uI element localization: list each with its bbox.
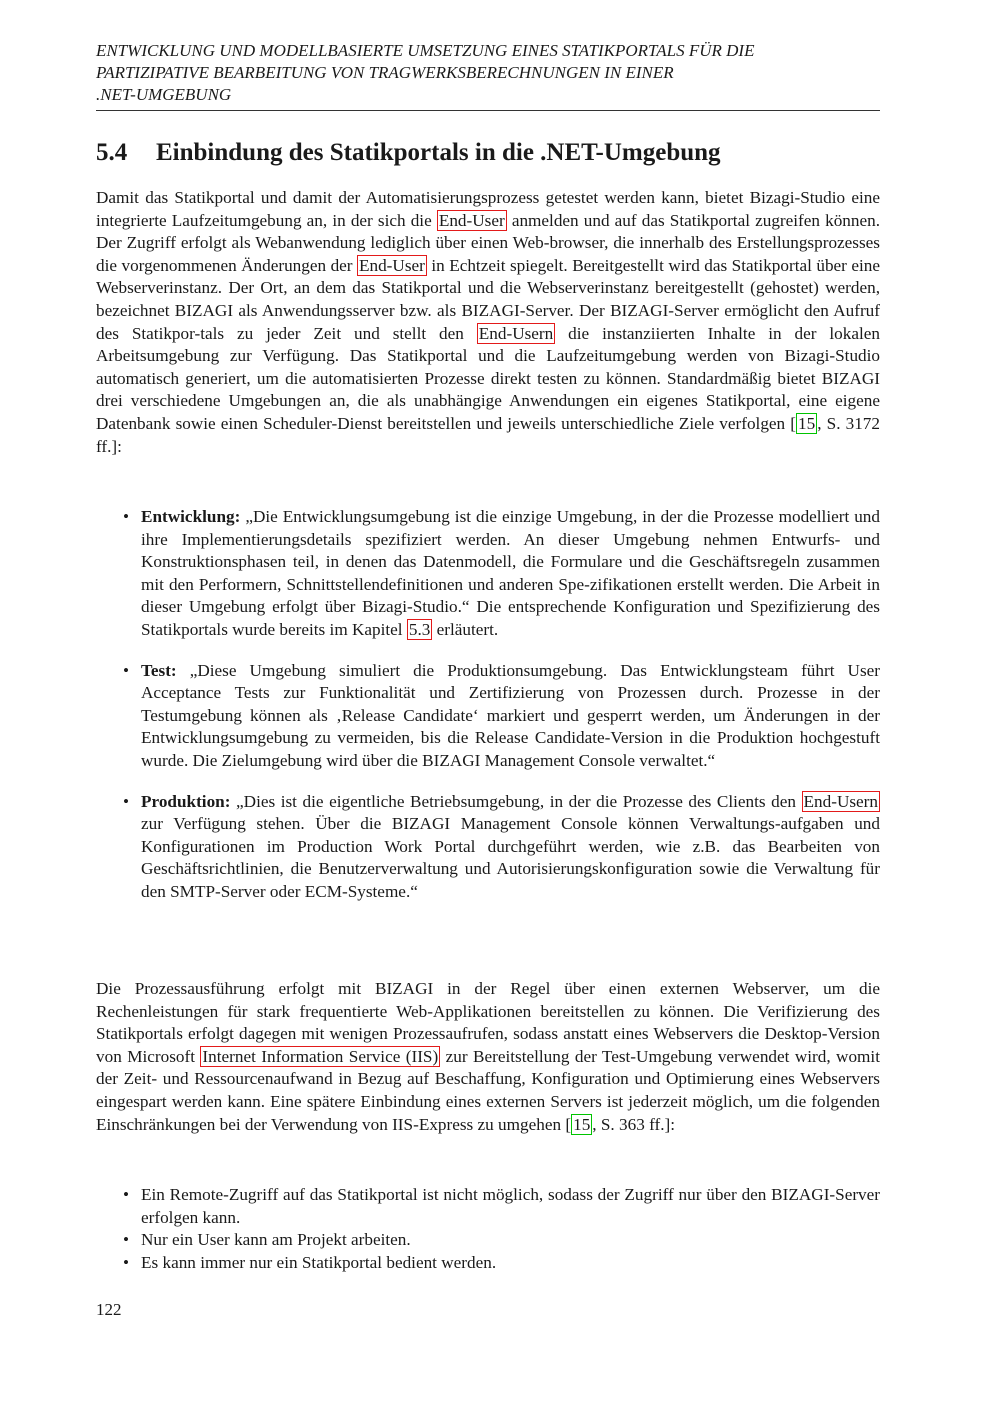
bullet: • <box>123 1185 130 1204</box>
citation-link[interactable]: 15 <box>798 413 816 433</box>
list-item <box>96 1229 880 1252</box>
text-run: zur Verfügung stehen. Über die BIZAGI Management Console können Verwaltungs-aufgaben und Konfigurationen im Production Work Portal durchgeführt werden, wie z.B. das Bearbeiten von Geschäftsrichtlinien, die Benutzerverwaltung und Autorisierungskonfiguration sowie die Verwaltung für den SMTP-Server oder ECM-Systeme.“ <box>141 814 880 901</box>
glossary-link-end-user[interactable]: End-User <box>359 255 425 275</box>
text-run: zur Bereitstellung der Test-Umgebung verwendet wird, womit der Zeit- und Ressourcenaufwand in Bezug auf Beschaffung, Konfiguration und Optimierung eines Webservers eingespart werden kann. Eine spätere Einbindung eines externen Servers ist jederzeit möglich, um die folgenden Einschränkungen bei der Verwendung von IIS-Express zu umgehen <box>96 1046 880 1134</box>
bullet: • <box>123 791 130 811</box>
page-number: 122 <box>96 1300 122 1319</box>
glossary-link-end-user[interactable]: End-User <box>438 210 505 230</box>
bullet: • <box>123 660 130 680</box>
text-run: Damit das Statikportal und damit der Automatisierungsprozess getestet werden kann, bietet Bizagi-Studio eine integrierte Laufzeitumgebung an, in der sich die <box>96 188 880 230</box>
list-term: Test: <box>141 660 177 680</box>
environment-list <box>96 506 880 922</box>
paragraph-intro <box>96 187 880 458</box>
text-run: erläutert. <box>432 619 499 639</box>
glossary-link-end-usern[interactable]: End-Usern <box>478 323 554 343</box>
citation-bracket: [ <box>790 413 797 433</box>
text-run: „Dies ist die eigentliche Betriebsumgebung, in der die Prozesse des Clients den <box>230 791 802 811</box>
text-run: „Diese Umgebung simuliert die Produktionsumgebung. Das Entwicklungsteam führt User Acceptance Tests zur Funktionalität und Zertifizierung von Prozessen durch. Prozesse in der Testumgebung können als ‚Release Candidate‘ markiert und gesperrt werden, um Änderungen in der Entwicklungsumgebung zu vermeiden, bis die Release Candidate-Version in die Produktion hochgestuft wurde. Die Zielumgebung wird über die BIZAGI Management Console verwaltet.“ <box>141 660 880 770</box>
section-heading <box>96 138 880 168</box>
bullet: • <box>123 507 130 526</box>
section-number: 5.4 <box>96 139 128 166</box>
list-item-text: Ein Remote-Zugriff auf das Statikportal ist nicht möglich, sodass der Zugriff nur über den BIZAGI-Server erfolgen kann. <box>141 1185 880 1227</box>
citation-bracket: [ <box>565 1114 572 1134</box>
list-term: Produktion: <box>141 791 231 811</box>
list-item-text: Es kann immer nur ein Statikportal bedient werden. <box>141 1252 497 1272</box>
list-item <box>96 1184 880 1229</box>
citation-link[interactable]: 15 <box>573 1114 591 1134</box>
restrictions-list <box>96 1184 880 1274</box>
list-item-produktion <box>96 791 880 904</box>
glossary-link-end-usern[interactable]: End-Usern <box>803 791 878 811</box>
section-title: Einbindung des Statikportals in die .NET-Umgebung <box>156 139 721 166</box>
text-run: in Echtzeit spiegelt. Bereitgestellt wird das Statikportal über eine Webserverinstanz. Der Ort, an dem das Statikportal und die Webserverinstanz bereitgestellt (gehostet) werden, bezeichnet BIZAGI als Anwendungsserver bzw. als BIZAGI-Server. Der BIZAGI-Server ermöglicht den Aufruf des Statikpor-tals zu jeder Zeit und stellt den <box>96 255 880 343</box>
text-run: Die Prozessausführung erfolgt mit BIZAGI in der Regel über einen externen Webserver, um die Rechenleistungen für stark frequentierte Web-Applikationen bereitstellen zu können. Die Verifizierung des Statikportals erfolgt dagegen mit wenigen Prozessaufrufen, sodass anstatt eines Webservers die Desktop-Version von Microsoft <box>96 979 880 1066</box>
text-run: „Die Entwicklungsumgebung ist die einzige Umgebung, in der die Prozesse modelliert und ihre Implementierungsdetails spezifiziert werden. An dieser Umgebung nehmen Entwurfs- und Konstruktionsphasen teil, in denen das Datenmodell, die Formulare und die Geschäftsregeln zusammen mit den Performern, Schnittstellendefinitionen und anderen Spe-zifikationen erstellt werden. Die Arbeit in dieser Umgebung erfolgt über Bizagi-Studio.“ Die entsprechende Konfiguration und Spezifizierung des Statikportals wurde bereits im Kapitel <box>141 507 880 639</box>
citation-suffix: , S. 3172 ff.]: <box>96 413 880 456</box>
glossary-link-iis[interactable]: Internet Information Service (IIS) <box>202 1046 439 1066</box>
bullet: • <box>123 1252 130 1272</box>
running-header-line: ENTWICKLUNG UND MODELLBASIERTE UMSETZUNG EINES STATIKPORTALS FÜR DIE <box>96 41 755 60</box>
paragraph-iis <box>96 978 880 1136</box>
running-header-line: .NET-UMGEBUNG <box>96 85 232 104</box>
list-item <box>96 1252 880 1275</box>
list-item-entwicklung <box>96 506 880 642</box>
text-run: die instanziierten Inhalte in der lokalen Arbeitsumgebung zur Verfügung. Das Statikportal und die Laufzeitumgebung werden von Bizagi-Studio automatisch generiert, um die automatisierten Prozesse direkt testen zu können. Standardmäßig bietet BIZAGI drei verschiedene Umgebungen an, die als unabhängige Anwendungen ein eigenes Statikportal, eine eigene Datenbank sowie einen Scheduler-Dienst bereitstellen und jeweils unterschiedliche Ziele verfolgen <box>96 323 880 433</box>
citation-suffix: , S. 363 ff.]: <box>592 1114 676 1134</box>
running-header <box>96 40 880 111</box>
list-term: Entwicklung: <box>141 507 241 526</box>
bullet: • <box>123 1230 130 1250</box>
text-run: anmelden und auf das Statikportal zugreifen können. Der Zugriff erfolgt als Webanwendung lediglich über einen Web-browser, die innerhalb des Erstellungsprozesses die vorgenommenen Änderungen der <box>96 210 881 275</box>
chapter-link[interactable]: 5.3 <box>408 619 431 639</box>
list-item-text: Nur ein User kann am Projekt arbeiten. <box>141 1230 411 1250</box>
list-item-test <box>96 660 880 773</box>
running-header-line: PARTIZIPATIVE BEARBEITUNG VON TRAGWERKSBERECHNUNGEN IN EINER <box>96 63 674 82</box>
